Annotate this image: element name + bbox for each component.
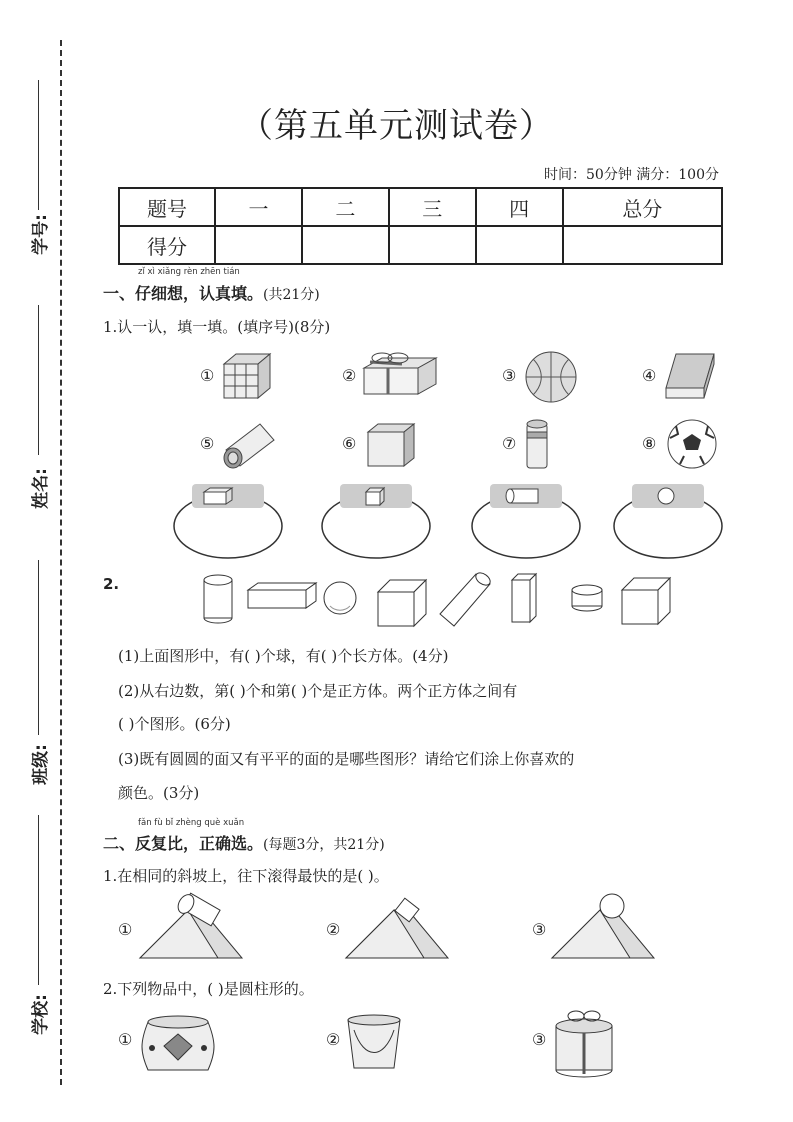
sort-oval-cube: [320, 480, 432, 560]
option-number: ②: [326, 920, 341, 939]
gift-box-icon: [362, 354, 438, 396]
table-cell: 题号: [119, 188, 215, 226]
item-number: ⑧: [642, 434, 657, 453]
question-2-1: 1.在相同的斜坡上，往下滚得最快的是( )。: [103, 867, 389, 885]
question-1-2-part1: (1)上面图形中，有( )个球，有( )个长方体。(4分): [118, 647, 449, 665]
table-cell: 三: [389, 188, 476, 226]
student-id-label: 学号:: [30, 214, 51, 255]
score-input-cell[interactable]: [302, 226, 389, 264]
book-icon: [664, 352, 716, 400]
section2-pinyin: fǎn fù bǐ zhèng què xuǎn: [138, 818, 245, 828]
class-label: 班级:: [30, 744, 51, 785]
item-number: ②: [342, 366, 357, 385]
sort-oval-cuboid: [172, 480, 284, 560]
cube-box-icon: [366, 422, 416, 468]
section2-title: 二、反复比，正确选。: [103, 834, 264, 853]
question-1-2-part3-cont: 颜色。(3分): [118, 784, 200, 802]
slope-with-cube-icon: [346, 896, 450, 960]
item-number: ⑤: [200, 434, 215, 453]
option-number: ①: [118, 1030, 133, 1049]
shape-row: [200, 570, 662, 628]
item-number: ①: [200, 366, 215, 385]
page-title: （第五单元测试卷）: [239, 106, 554, 146]
question-2-2: 2.下列物品中，( )是圆柱形的。: [103, 980, 314, 998]
sort-oval-sphere: [612, 480, 724, 560]
option-number: ①: [118, 920, 133, 939]
cup-cylinder-icon: [524, 416, 550, 470]
slope-with-cylinder-icon: [140, 896, 244, 960]
basketball-icon: [524, 350, 578, 404]
section1-heading: [103, 281, 320, 304]
exam-meta: 时间：50分钟 满分：100分: [544, 167, 719, 183]
slope-with-ball-icon: [552, 892, 656, 960]
table-cell: 一: [215, 188, 302, 226]
table-row: [119, 188, 722, 226]
section1-title: 一、仔细想，认真填。: [103, 284, 264, 303]
long-cuboid-shape: [248, 583, 316, 608]
section2-note: (每题3分，共21分): [263, 837, 385, 853]
name-line: [38, 305, 39, 455]
tilted-cylinder-shape: [440, 570, 492, 626]
score-input-cell[interactable]: [389, 226, 476, 264]
question-1-2-part2-cont: ( )个图形。(6分): [118, 715, 231, 733]
section2-heading: [103, 831, 385, 854]
cube-shape-left: [378, 580, 426, 626]
option-number: ③: [532, 920, 547, 939]
table-cell: 四: [476, 188, 563, 226]
question-1-1: 1.认一认，填一填。(填序号)(8分): [103, 318, 331, 336]
can-icon: [220, 420, 278, 466]
table-cell: 得分: [119, 226, 215, 264]
soccer-ball-icon: [666, 418, 718, 470]
score-input-cell[interactable]: [563, 226, 722, 264]
name-label: 姓名:: [30, 468, 51, 509]
round-gift-box-icon: [552, 1008, 616, 1074]
cube-shape-right: [622, 578, 670, 624]
table-cell: 二: [302, 188, 389, 226]
sphere-shape: [324, 582, 356, 614]
question-1-2-part2: (2)从右边数，第( )个和第( )个是正方体。两个正方体之间有: [118, 682, 518, 700]
table-row: [119, 226, 722, 264]
question-1-2-number: 2.: [103, 575, 120, 593]
school-label: 学校:: [30, 994, 51, 1035]
option-number: ②: [326, 1030, 341, 1049]
question-1-2-part3: (3)既有圆圆的面又有平平的面的是哪些图形？请给它们涂上你喜欢的: [118, 750, 575, 768]
item-number: ④: [642, 366, 657, 385]
cylinder-shape: [204, 575, 232, 623]
drum-icon: [140, 1012, 216, 1074]
item-number: ⑥: [342, 434, 357, 453]
section1-pinyin: zǐ xì xiǎng rèn zhēn tián: [138, 267, 240, 277]
short-cylinder-shape: [572, 585, 602, 611]
section1-note: (共21分): [263, 287, 320, 303]
score-input-cell[interactable]: [476, 226, 563, 264]
score-input-cell[interactable]: [215, 226, 302, 264]
tall-cuboid-shape: [512, 574, 536, 622]
rubiks-cube-icon: [222, 352, 272, 400]
binding-dashed-line: [60, 40, 62, 1085]
score-table: [118, 187, 723, 265]
item-number: ⑦: [502, 434, 517, 453]
sort-oval-cylinder: [470, 480, 582, 560]
class-line: [38, 560, 39, 735]
bucket-icon: [344, 1010, 404, 1074]
table-cell: 总分: [563, 188, 722, 226]
school-line: [38, 815, 39, 985]
option-number: ③: [532, 1030, 547, 1049]
item-number: ③: [502, 366, 517, 385]
